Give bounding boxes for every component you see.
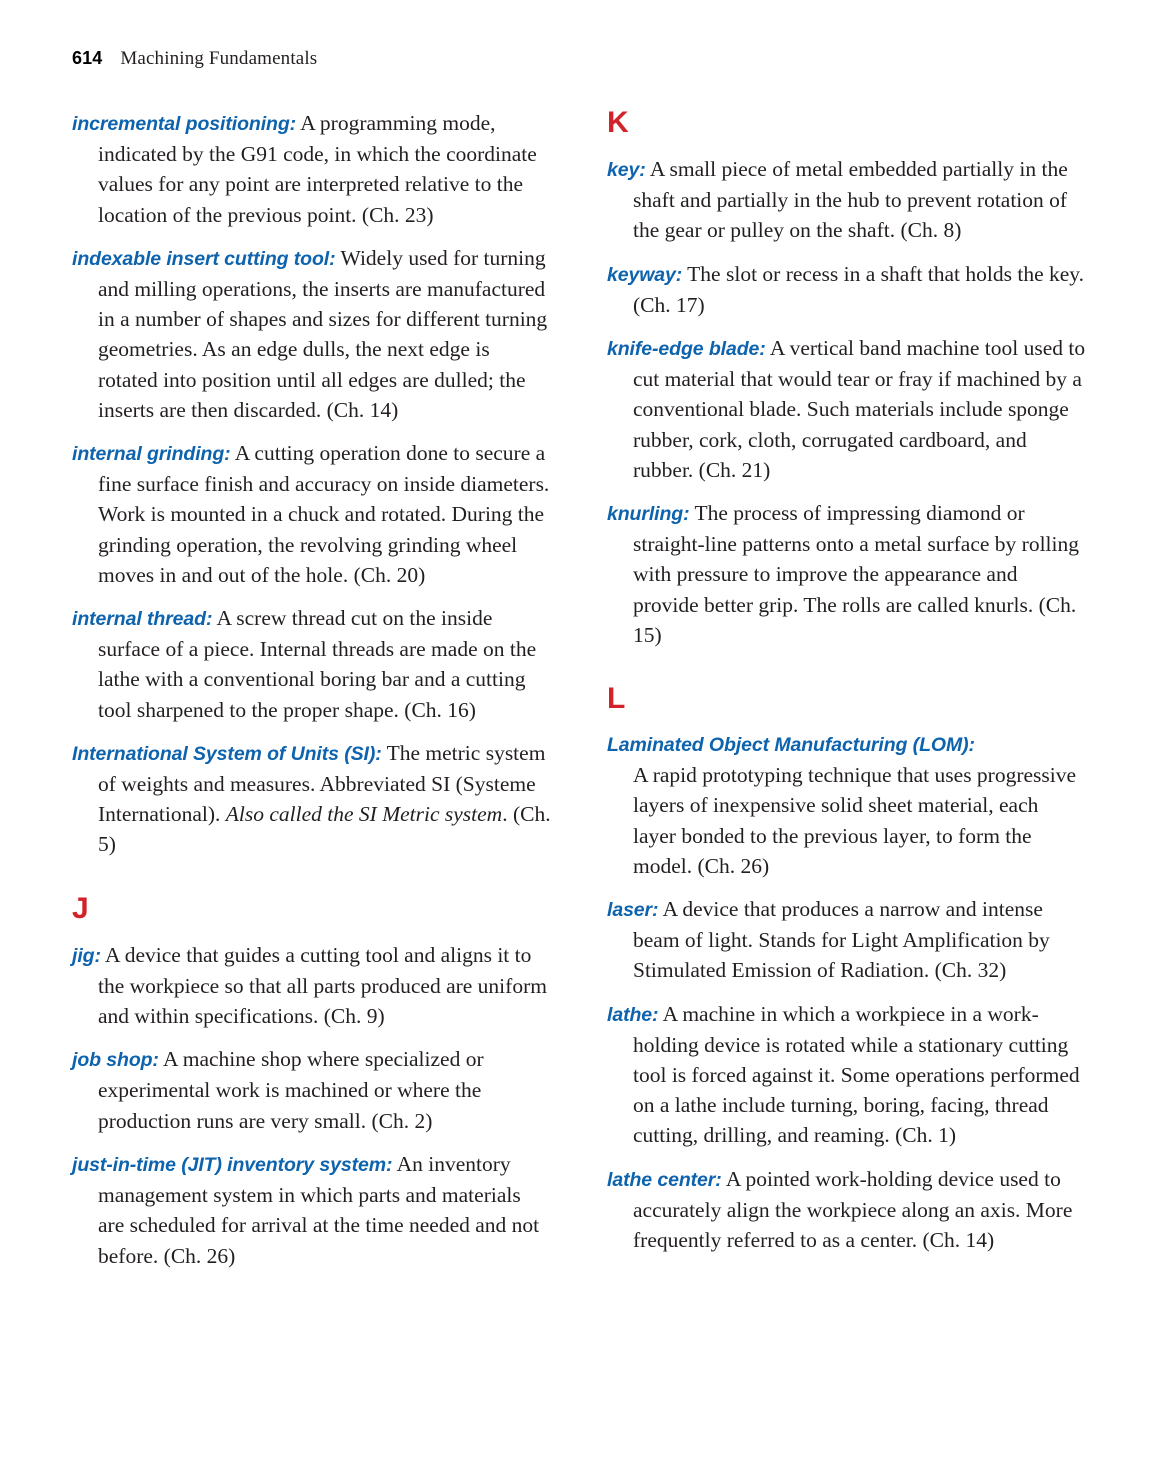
glossary-definition: A pointed work-holding device used to accurately align the workpiece along an axis. More frequently referred to as a center. (Ch. 14) xyxy=(633,1166,1073,1253)
glossary-term: incremental positioning: xyxy=(72,113,297,135)
section-letter-k: K xyxy=(607,106,629,139)
glossary-term: lathe center: xyxy=(607,1168,722,1191)
glossary-entry xyxy=(607,894,1086,986)
glossary-definition: A vertical band machine tool used to cut material that would tear or fray if machined by a conventional blade. Such materials include sponge rubber, cork, cloth, corrugated cardboard, and rubber. (Ch. 21) xyxy=(633,336,1086,482)
glossary-definition: A rapid prototyping technique that uses progressive layers of inexpensive solid sheet material, each layer bonded to the previous layer, to form the model. (Ch. 26) xyxy=(633,763,1077,878)
left-column xyxy=(72,108,551,1271)
glossary-definition: A device that produces a narrow and intense beam of light. Stands for Light Amplification by Stimulated Emission of Radiation. (Ch. 32) xyxy=(633,897,1050,983)
glossary-term: knife-edge blade: xyxy=(607,338,766,361)
glossary-entry xyxy=(607,999,1086,1151)
glossary-entry xyxy=(72,603,551,725)
glossary-definition: The slot or recess in a shaft that holds the key. (Ch. 17) xyxy=(633,261,1085,317)
glossary-definition-italic: Also called the SI Metric system xyxy=(225,802,503,827)
glossary-entry xyxy=(72,243,551,425)
glossary-entry xyxy=(607,730,1086,881)
glossary-term: lathe: xyxy=(607,1003,659,1026)
right-column xyxy=(607,108,1086,1255)
glossary-definition: A machine shop where specialized or experimental work is machined or where the production runs are very small. (Ch. 2) xyxy=(98,1047,484,1133)
glossary-definition: A screw thread cut on the inside surface of a piece. Internal threads are made on the lathe with a conventional boring bar and a cutting tool sharpened to the proper shape. (Ch. 16) xyxy=(98,606,537,722)
glossary-entry xyxy=(607,154,1086,246)
glossary-term: laser: xyxy=(607,899,659,922)
glossary-entry xyxy=(607,1164,1086,1256)
glossary-term: International System of Units (SI): xyxy=(72,742,382,765)
two-column-body xyxy=(72,108,1084,1271)
glossary-definition: An inventory management system in which parts and materials are scheduled for arrival at the time needed and not before. (Ch. 26) xyxy=(98,1151,540,1268)
glossary-term: Laminated Object Manufacturing (LOM): xyxy=(607,734,975,757)
glossary-term: internal thread: xyxy=(72,608,213,631)
glossary-entry xyxy=(72,1149,551,1271)
running-head xyxy=(72,48,1084,82)
glossary-definition: A small piece of metal embedded partially in the shaft and partially in the hub to prevent rotation of the gear or pulley on the shaft. (Ch. 8) xyxy=(633,157,1068,243)
glossary-term: just-in-time (JIT) inventory system: xyxy=(72,1153,393,1176)
glossary-term: knurling: xyxy=(607,503,690,526)
book-title: Machining Fundamentals xyxy=(120,48,318,69)
glossary-entry xyxy=(72,1044,551,1136)
glossary-definition: A device that guides a cutting tool and aligns it to the workpiece so that all parts produced are uniform and within specifications. (Ch. 9) xyxy=(98,942,547,1029)
glossary-term: jig: xyxy=(72,944,101,967)
glossary-term: job shop: xyxy=(72,1049,159,1072)
glossary-term: internal grinding: xyxy=(72,443,231,466)
glossary-entry xyxy=(72,738,551,860)
entry-group-l xyxy=(607,730,1086,1255)
glossary-entry xyxy=(72,940,551,1032)
glossary-definition: A cutting operation done to secure a fine surface finish and accuracy on inside diameters. Work is mounted in a chuck and rotated. During the grinding operation, the revolving grinding wheel moves in and out of the hole. (Ch. 20) xyxy=(98,441,550,587)
glossary-definition: A machine in which a workpiece in a work-holding device is rotated while a stationary cutting tool is forced against it. Some operations performed on a lathe include turning, boring, facing, thread cutting, drilling, and reaming. (Ch. 1) xyxy=(633,1001,1080,1148)
glossary-entry xyxy=(607,333,1086,485)
glossary-entry xyxy=(607,498,1086,650)
glossary-definition: The metric system of weights and measures. Abbreviated SI (Systeme International). xyxy=(98,740,546,827)
glossary-entry xyxy=(607,259,1086,320)
page-number: 614 xyxy=(72,48,103,68)
glossary-definition: The process of impressing diamond or straight-line patterns onto a metal surface by rolling with pressure to improve the appearance and provide better grip. The rolls are called knurls. (Ch. 15) xyxy=(633,501,1079,647)
section-letter-l: L xyxy=(607,682,626,716)
entry-group-i-continued xyxy=(72,108,551,860)
glossary-term: keyway: xyxy=(607,263,683,286)
glossary-term: key: xyxy=(607,159,646,181)
glossary-term: indexable insert cutting tool: xyxy=(72,247,336,270)
section-letter-j: J xyxy=(72,891,89,925)
glossary-entry xyxy=(72,438,551,590)
glossary-definition: A programming mode, indicated by the G91 code, in which the coordinate values for any point are interpreted relative to the location of the previous point. (Ch. 23) xyxy=(98,111,537,227)
entry-group-k xyxy=(607,154,1086,650)
entry-group-j xyxy=(72,940,551,1271)
glossary-definition: Widely used for turning and milling operations, the inserts are manufactured in a number of shapes and sizes for different turning geometries. As an edge dulls, the next edge is rotated into position until all edges are dulled; the inserts are then discarded. (Ch. 14) xyxy=(98,245,548,422)
glossary-entry xyxy=(72,108,551,230)
glossary-definition-tail: . (Ch. 5) xyxy=(98,802,551,857)
